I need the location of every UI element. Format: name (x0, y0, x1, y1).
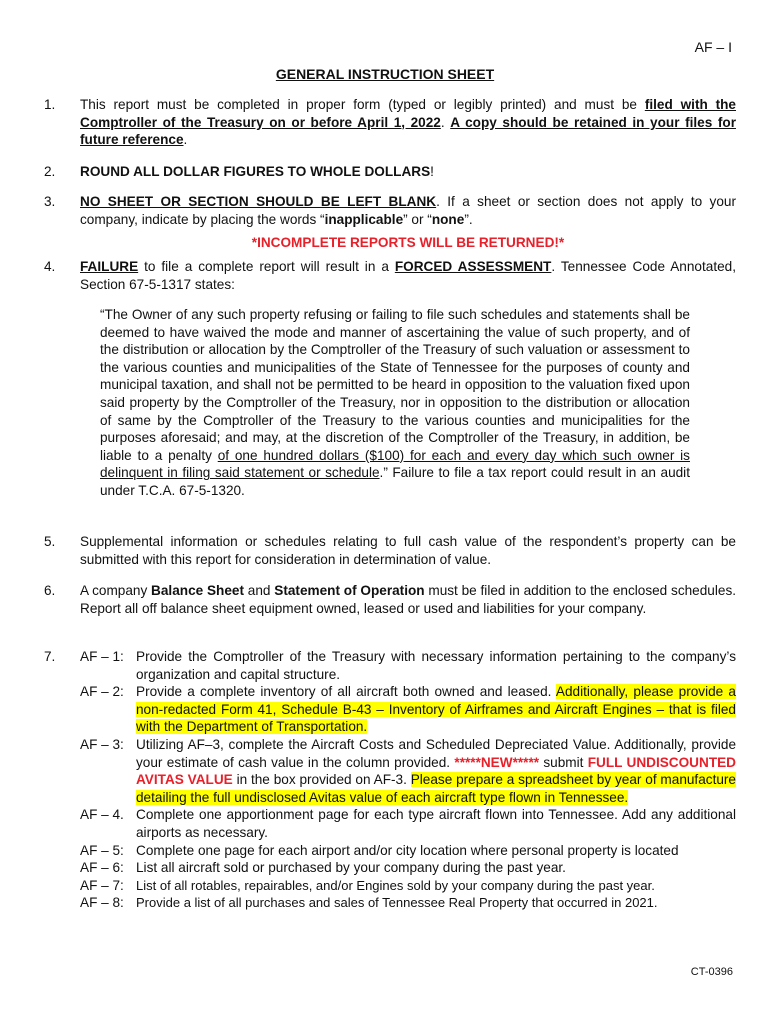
af-label: AF – 6: (80, 860, 124, 876)
af-description: Provide a complete inventory of all aircraft both owned and leased. Additionally, please provide a non-redacted Form 41, Schedule B-43 – Inventory of Airframes and Aircraft Engines – that is filed with the Department of Transportation. (136, 684, 736, 735)
af-description: List of all rotables, repairables, and/or Engines sold by your company during the past year. (136, 877, 655, 893)
af-item (80, 877, 736, 895)
af-label: AF – 5: (80, 842, 124, 858)
form-number: CT-0396 (690, 966, 733, 979)
item-4-text: FAILURE to file a complete report will result in a FORCED ASSESSMENT. Tennessee Code Annotated, Section 67-5-1317 states: (80, 259, 736, 292)
af-description: List all aircraft sold or purchased by your company during the past year. (136, 860, 566, 876)
item-number: 7. (44, 649, 56, 664)
new-tag: *****NEW***** (454, 754, 540, 770)
af-item (80, 806, 736, 841)
page-title: GENERAL INSTRUCTION SHEET (275, 66, 495, 82)
item-3-text: NO SHEET OR SECTION SHOULD BE LEFT BLANK. If a sheet or section does not apply to your company, indicate by placing the words “inapplicable” or “none”. (80, 194, 736, 227)
af-label: AF – 3: (80, 736, 124, 752)
item-number: 1. (44, 97, 56, 112)
af-description: Provide the Comptroller of the Treasury with necessary information pertaining to the company’s organization and capital structure. (136, 649, 736, 682)
af-label: AF – 1: (80, 649, 124, 664)
item-number: 2. (44, 164, 56, 179)
item-1-text: This report must be completed in proper form (typed or legibly printed) and must be filed with the Comptroller of the Treasury on or before April 1, 2022. A copy should be retained in your files for future reference. (80, 97, 736, 148)
af-item (80, 859, 736, 877)
avitas-value-emphasis: FULL UNDISCOUNTED AVITAS VALUE (136, 754, 737, 788)
af-item (80, 842, 736, 860)
item-5-text: Supplemental information or schedules relating to full cash value of the respondent’s property can be submitted with this report for consideration in determination of value. (80, 534, 736, 567)
item-number: 5. (44, 534, 56, 549)
af-label: AF – 8: (80, 895, 124, 911)
item-number: 6. (44, 583, 56, 598)
item-2-text: ROUND ALL DOLLAR FIGURES TO WHOLE DOLLARS! (80, 164, 434, 179)
af-schedule-list (80, 648, 736, 912)
af-item (80, 648, 736, 683)
item-number: 3. (44, 194, 56, 209)
af-description: Complete one page for each airport and/or city location where personal property is located (136, 842, 679, 858)
af-item (80, 894, 736, 912)
af-description: Complete one apportionment page for each type aircraft flown into Tennessee. Add any additional airports as necessary. (136, 807, 736, 840)
item-6-text: A company Balance Sheet and Statement of Operation must be filed in addition to the enclosed schedules. Report all off balance sheet equipment owned, leased or used and liabilities for your company. (80, 583, 737, 616)
highlighted-note: Additionally, please provide a non-redacted Form 41, Schedule B-43 – Inventory of Airframes and Aircraft Engines – that is filed with the Department of Transportation. (136, 684, 736, 735)
af-item (80, 683, 736, 736)
highlighted-note: Please prepare a spreadsheet by year of manufacture detailing the full undisclosed Avitas value of each aircraft type flown in Tennessee. (136, 772, 736, 805)
af-label: AF – 7: (80, 877, 124, 893)
af-label: AF – 2: (80, 684, 124, 700)
af-label: AF – 4. (80, 807, 124, 823)
af-description: Utilizing AF–3, complete the Aircraft Costs and Scheduled Depreciated Value. Additionally, provide your estimate of cash value in the column provided. *****NEW***** submit FULL UNDISCOUNTED AVITAS VALUE in the box provided on AF-3. Please prepare a spreadsheet by year of manufacture detailing the full undisclosed Avitas value of each aircraft type flown in Tennessee. (136, 736, 737, 805)
af-description: Provide a list of all purchases and sales of Tennessee Real Property that occurred in 2021. (136, 895, 658, 911)
item-number: 4. (44, 259, 56, 274)
form-code: AF – I (694, 39, 732, 55)
af-item (80, 736, 736, 806)
statute-quote: “The Owner of any such property refusing or failing to file such schedules and statements shall be deemed to have waived the mode and manner of ascertaining the value of such property, and of the distribution or allocation by the Comptroller of the Treasury of such valuation or assessment to the various counties and municipalities of the State of Tennessee for the purposes of county and municipal taxation, and shall not be permitted to be heard in opposition to the valuation fixed upon said property by the Comptroller of the Treasury, nor in opposition to the distribution or allocation of same by the Comptroller of the Treasury to the various counties and municipalities for the purposes aforesaid; and may, at the discretion of the Comptroller of the Treasury, in addition, be liable to a penalty of one hundred dollars ($100) for each and every day which such owner is delinquent in filing said statement or schedule.” Failure to file a tax report could result in an audit under T.C.A. 67-5-1320. (100, 307, 690, 498)
incomplete-warning: *INCOMPLETE REPORTS WILL BE RETURNED!* (251, 235, 565, 250)
